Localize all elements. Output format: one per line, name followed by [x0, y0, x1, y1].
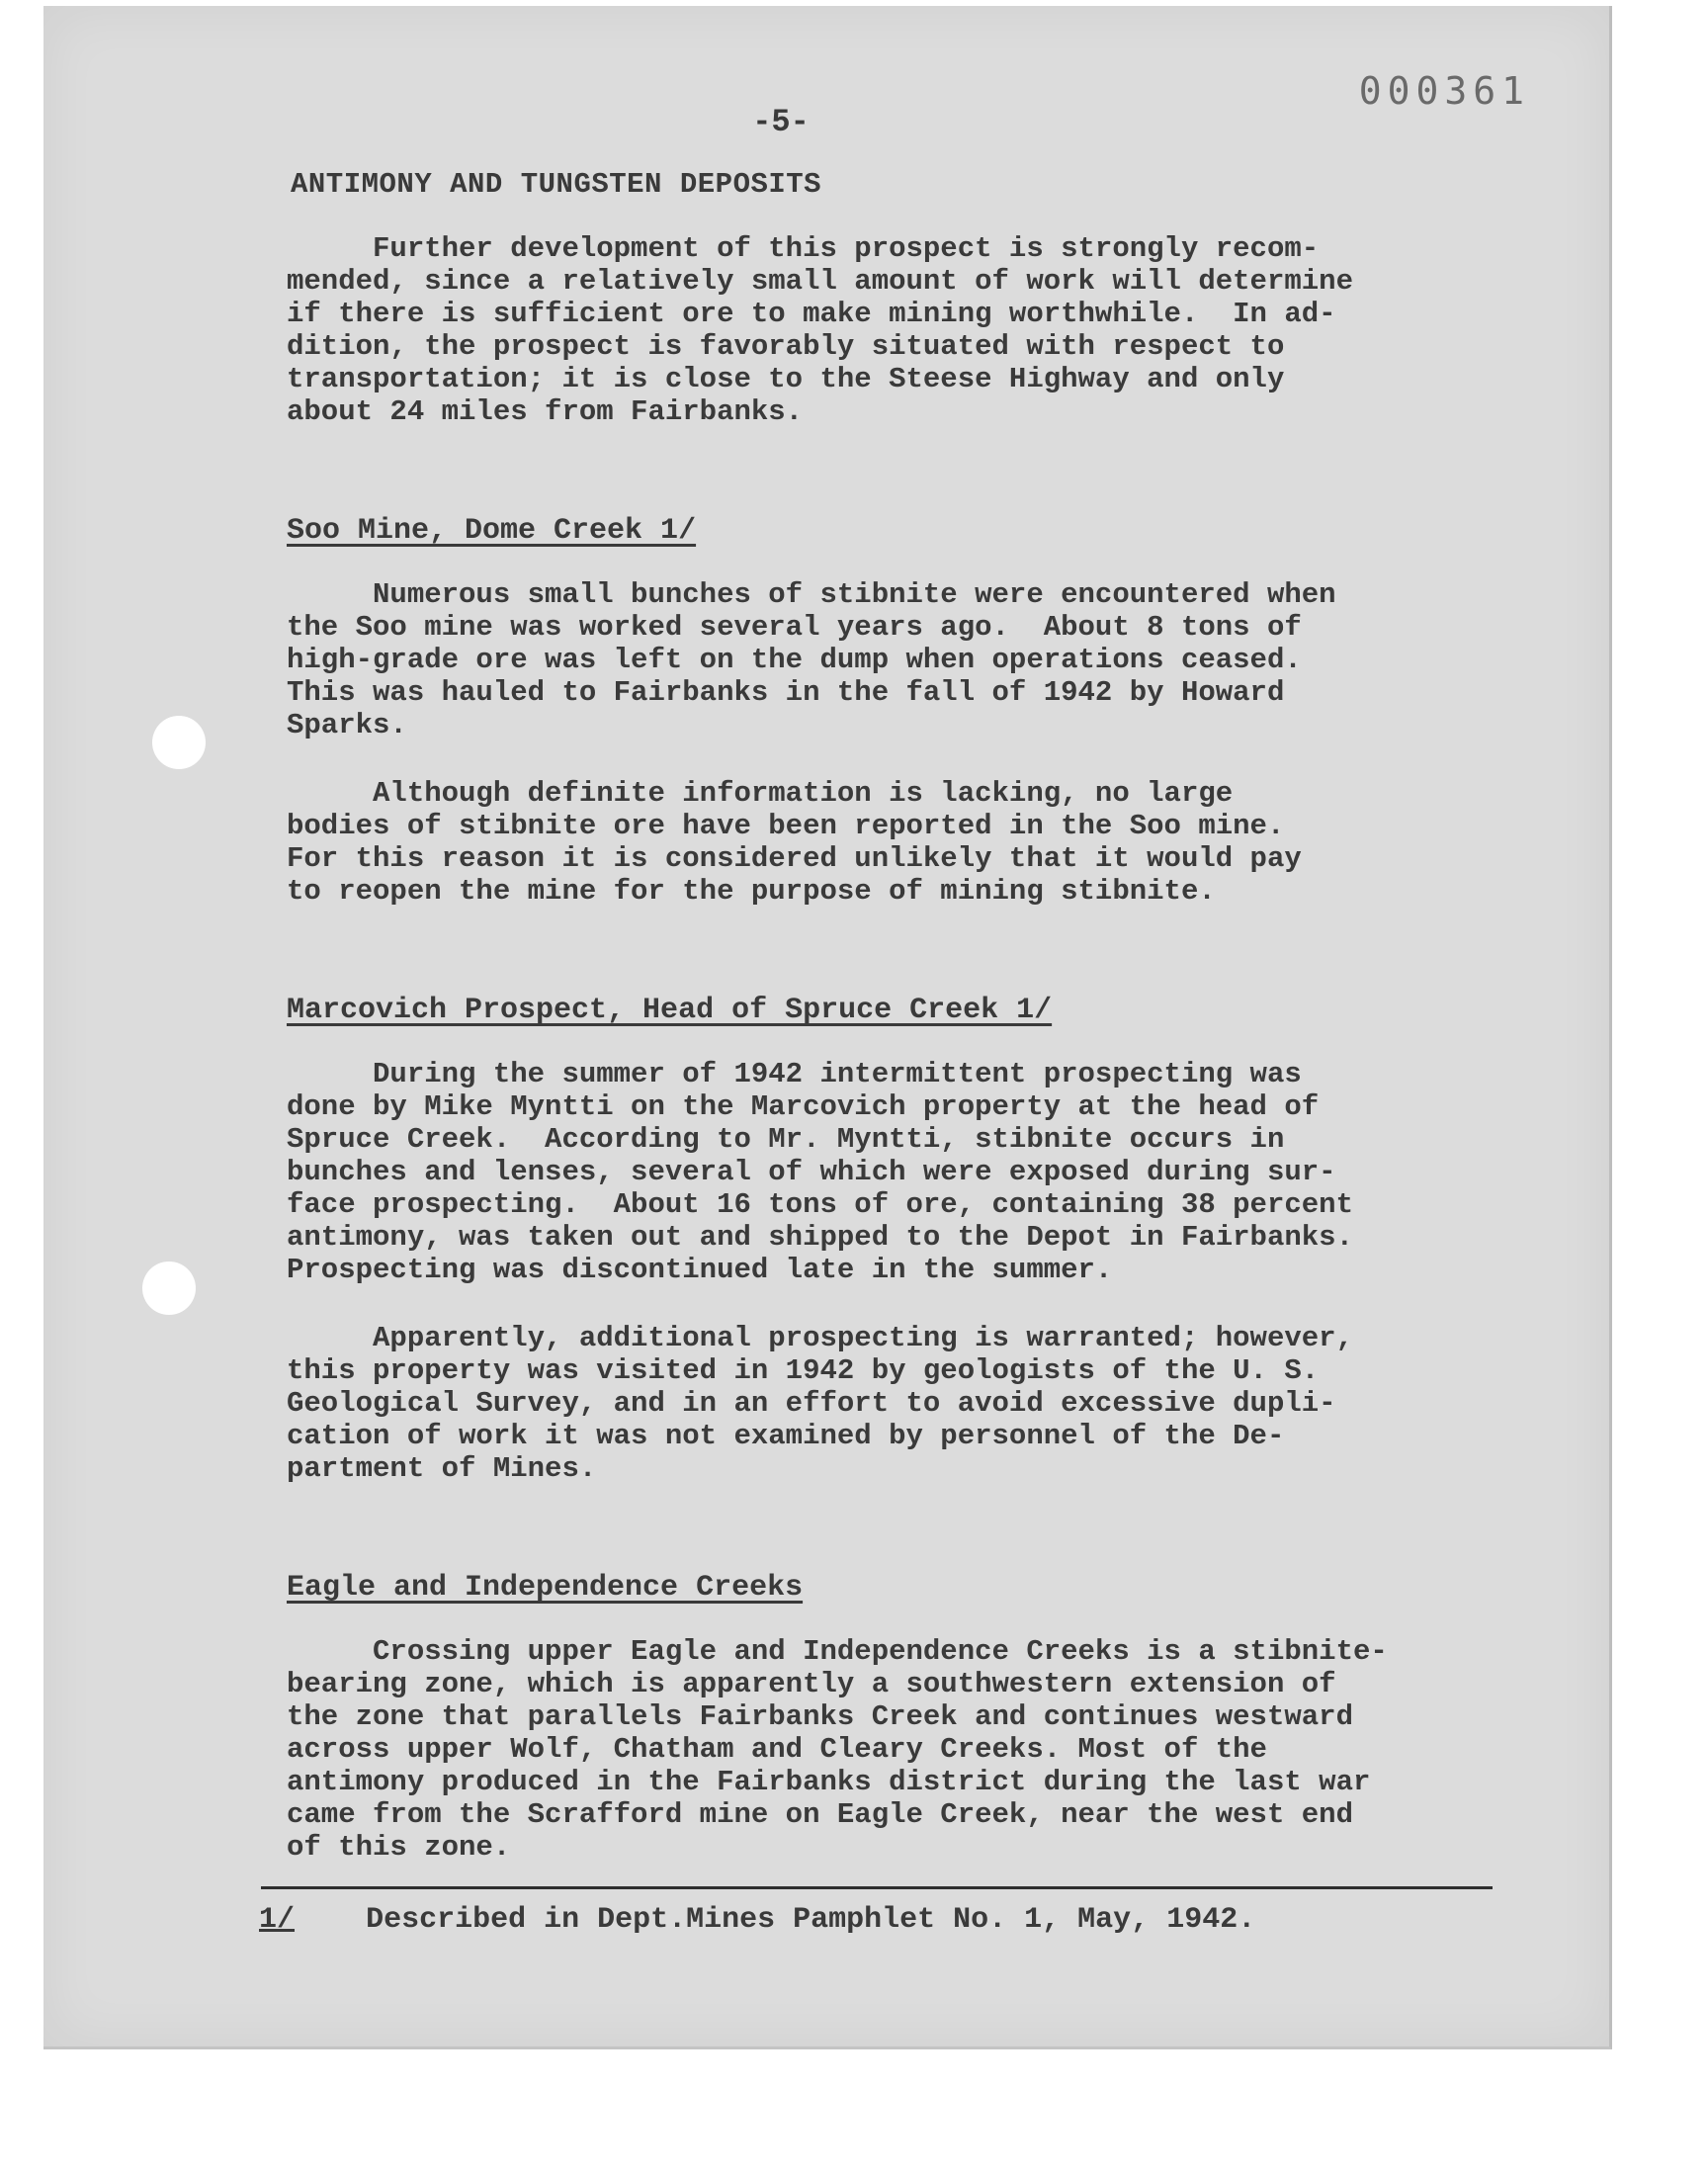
footnote-mark: 1/: [259, 1903, 296, 1937]
page-number: -5-: [752, 104, 810, 140]
paragraph: Although definite information is lacking, no large bodies of stibnite ore have been reported in the Soo mine. For this reason it is considered unlikely that it would pay to reopen the mine for the purpose of mining stibnite.: [287, 777, 1302, 908]
document-body: [287, 104, 1512, 1899]
paragraph: Numerous small bunches of stibnite were encountered when the Soo mine was worked several years ago. About 8 tons of high-grade ore was left on the dump when operations ceased. This was hauled to Fairbanks in the fall of 1942 by Howard Sparks.: [287, 578, 1336, 741]
document-number: 000361: [1358, 69, 1530, 113]
subheading-eagle-independence: Eagle and Independence Creeks: [287, 1571, 804, 1605]
subheading-soo-mine: Soo Mine, Dome Creek 1/: [287, 514, 697, 548]
footnote-divider: [261, 1886, 1493, 1889]
intro-paragraph: Further development of this prospect is strongly recom- mended, since a relatively small amount of work will determine if there is sufficient ore to make mining worthwhile. In ad- dition, the prospect is favorably situated with respect to transportation; it is close to the Steese Highway and only about 24 miles from Fairbanks.: [287, 232, 1353, 428]
paragraph: During the summer of 1942 intermittent prospecting was done by Mike Myntti on the Marcovich property at the head of Spruce Creek. According to Mr. Myntti, stibnite occurs in bunches and lenses, several of which were exposed during sur- face prospecting. About 16 tons of ore, containing 38 percent antimony, was taken out and shipped to the Depot in Fairbanks. Prospecting was discontinued late in the summer.: [287, 1058, 1353, 1286]
subheading-marcovich-prospect: Marcovich Prospect, Head of Spruce Creek 1/: [287, 994, 1053, 1027]
section-title: ANTIMONY AND TUNGSTEN DEPOSITS: [291, 168, 822, 201]
footnote: [259, 1903, 1255, 1937]
footnote-text: Described in Dept.Mines Pamphlet No. 1, May, 1942.: [366, 1903, 1256, 1937]
paragraph: Crossing upper Eagle and Independence Creeks is a stibnite- bearing zone, which is apparently a southwestern extension of the zone that parallels Fairbanks Creek and continues westward across upper Wolf, Chatham and Cleary Creeks. Most of the antimony produced in the Fairbanks district during the last war came from the Scrafford mine on Eagle Creek, near the west end of this zone.: [287, 1635, 1388, 1864]
punch-hole: [142, 1262, 196, 1315]
punch-hole: [152, 716, 206, 769]
paragraph: Apparently, additional prospecting is warranted; however, this property was visited in 1942 by geologists of the U. S. Geological Survey, and in an effort to avoid excessive dupli- cation of work it was not examined by personnel of the De- partment of Mines.: [287, 1322, 1353, 1485]
